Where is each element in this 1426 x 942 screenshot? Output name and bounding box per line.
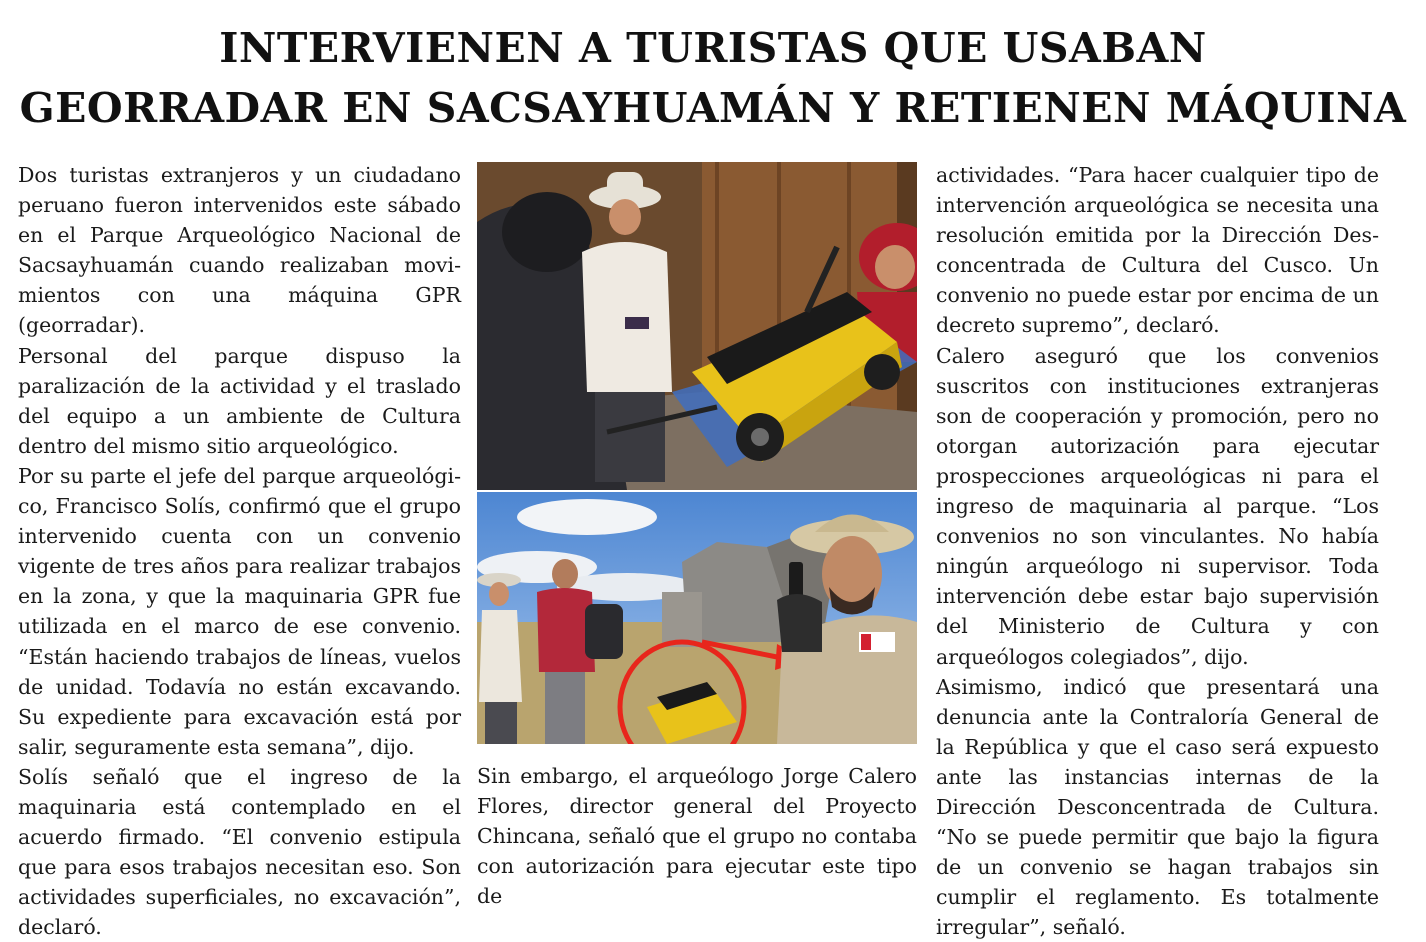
headline (0, 18, 1426, 138)
photo-archaeologist-illustration (477, 492, 917, 744)
article-column-3 (936, 160, 1379, 942)
paragraph: Solís señaló que el ingreso de la maquinaria está contemplado en el acuerdo firmado. “El convenio estipula que para esos trabajos necesitan eso. Son actividades superficiales, no excavación”, declaró. (18, 764, 461, 940)
paragraph: Dos turistas extranjeros y un ciudadano peruano fueron intervenidos este sábado en el Parque Arqueológico Nacional de Sacsayhuamán cuando realizaban movimientos con una máquina GPR (georradar). (18, 163, 461, 338)
paragraph: Por su parte el jefe del parque arqueológico, Francisco Solís, confirmó que el grupo intervenido cuenta con un convenio vigente de tres años para realizar trabajos en la zona, y que la maquinaria GPR fue utilizada en el marco de ese convenio. “Están haciendo trabajos de líneas, vuelos de unidad. Todavía no están excavando. Su expediente para excavación está por salir, seguramente esta semana”, dijo. (18, 463, 461, 759)
headline-line-2: GEORRADAR EN SACSAYHUAMÁN Y RETIENEN MÁQUINA (19, 84, 1407, 132)
photo-archaeologist (477, 492, 917, 744)
photo-gpr-machine-illustration (477, 162, 917, 490)
paragraph: Asimismo, indicó que presentará una denuncia ante la Contraloría General de la República y que el caso será expuesto ante las instancias internas de la Dirección Desconcentrada de Cultura. “No se puede permitir que bajo la figura de un convenio se hagan trabajos sin cumplir el reglamento. Es totalmente irregular”, señaló. (936, 674, 1379, 940)
article-column-2 (477, 761, 917, 911)
paragraph: Personal del parque dispuso la paralización de la actividad y el traslado del equipo a un ambiente de Cultura dentro del mismo sitio arqueológico. (18, 343, 461, 458)
paragraph: Calero aseguró que los convenios suscritos con instituciones extranjeras son de cooperación y promoción, pero no otorgan autorización para ejecutar prospecciones arqueológicas ni para el ingreso de maquinaria al parque. “Los convenios no son vinculantes. No había ningún arqueólogo ni supervisor. Toda intervención debe estar bajo supervisión del Ministerio de Cultura y con arqueólogos colegiados”, dijo. (936, 343, 1379, 669)
paragraph: Sin embargo, el arqueólogo Jorge Calero Flores, director general del Proyecto Chincana, señaló que el grupo no contaba con autorización para ejecutar este tipo de (477, 764, 917, 909)
article-column-1 (18, 160, 461, 942)
paragraph: actividades. “Para hacer cualquier tipo de intervención arqueológica se necesita una resolución emitida por la Dirección Desconcentrada de Cultura del Cusco. Un convenio no puede estar por encima de un decreto supremo”, declaró. (936, 163, 1379, 338)
photo-gpr-machine (477, 162, 917, 490)
headline-line-1: INTERVIENEN A TURISTAS QUE USABAN (219, 24, 1207, 72)
